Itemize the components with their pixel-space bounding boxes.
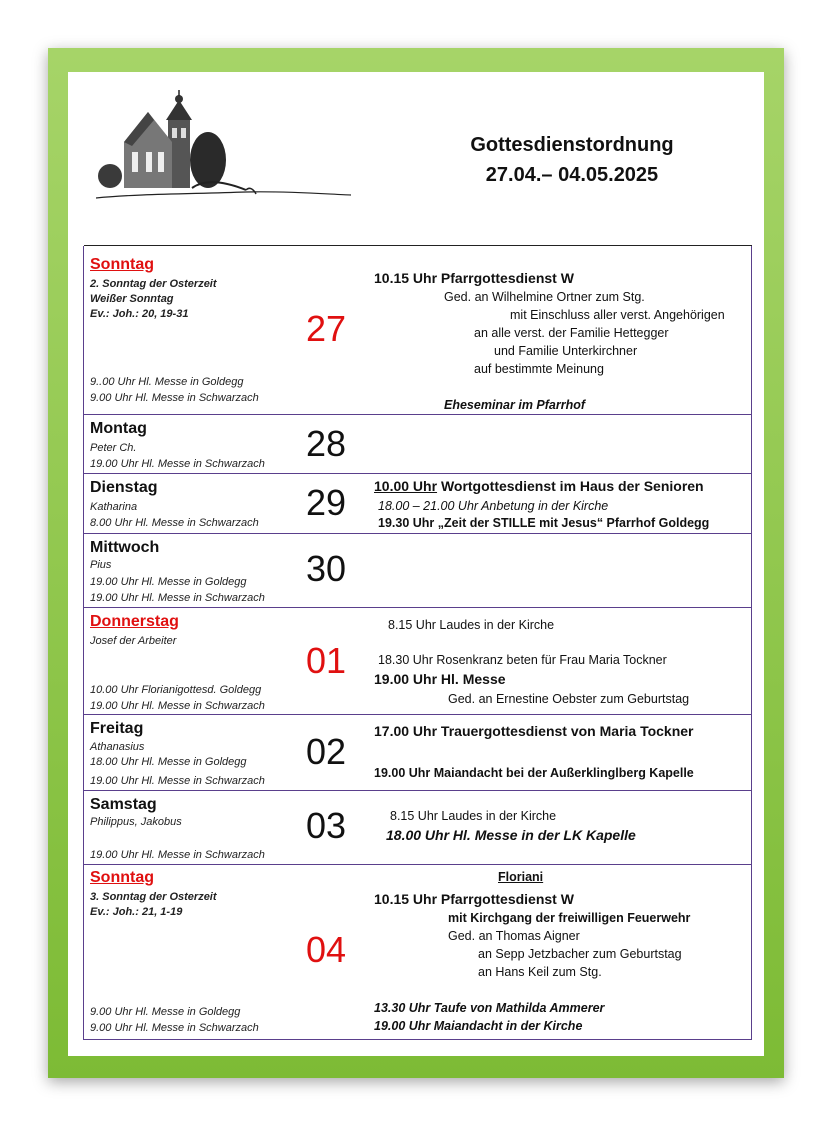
event-line: mit Einschluss aller verst. Angehörigen — [510, 308, 725, 322]
masses-list — [90, 1004, 259, 1036]
event-line: 8.15 Uhr Laudes in der Kirche — [388, 618, 555, 632]
event-time: 10.00 Uhr — [374, 478, 438, 494]
mass-line: 19.00 Uhr Hl. Messe in Schwarzach — [90, 458, 265, 470]
mass-line: 19.00 Uhr Hl. Messe in Schwarzach — [90, 592, 265, 604]
event-line: 8.15 Uhr Laudes in der Kirche — [390, 809, 557, 823]
day-subtitle: Peter Ch. — [90, 442, 137, 454]
day-name: Montag — [90, 420, 147, 437]
day-subtitle: Philippus, Jakobus — [90, 816, 182, 828]
event-line: Ged. an Ernestine Oebster zum Geburtstag — [448, 692, 690, 706]
mass-line: 19.00 Uhr Hl. Messe in Schwarzach — [90, 849, 265, 861]
event-line: 18.00 – 21.00 Uhr Anbetung in der Kirche — [378, 499, 609, 513]
event-line: mit Kirchgang der freiwilligen Feuerwehr — [448, 911, 691, 925]
schedule-row-01 — [84, 607, 751, 714]
day-name: Dienstag — [90, 479, 158, 496]
event-line: Ged. an Thomas Aigner — [448, 929, 580, 943]
day-name: Sonntag — [90, 256, 154, 273]
day-number: 02 — [306, 731, 347, 772]
event-line — [374, 478, 704, 494]
day-number: 03 — [306, 805, 347, 846]
day-subtitle — [90, 277, 217, 322]
event-line: 19.00 Uhr Hl. Messe — [374, 671, 506, 687]
schedule-row-28 — [84, 414, 751, 473]
event-text: Wortgottesdienst im Haus der Senioren — [440, 478, 704, 494]
event-line: 13.30 Uhr Taufe von Mathilda Ammerer — [374, 1001, 605, 1015]
event-line: 17.00 Uhr Trauergottesdienst von Maria Tockner — [374, 723, 694, 739]
mass-line: 10.00 Uhr Florianigottesd. Goldegg — [90, 684, 262, 696]
mass-line: 19.00 Uhr Hl. Messe in Goldegg — [90, 576, 247, 588]
event-line: 19.00 Uhr Maiandacht in der Kirche — [374, 1019, 583, 1033]
day-name: Mittwoch — [90, 539, 160, 556]
subtitle-line: Weißer Sonntag — [90, 293, 174, 305]
day-number: 30 — [306, 548, 347, 589]
schedule-row-30 — [84, 533, 751, 607]
title-block — [420, 130, 724, 190]
mass-line: 19.00 Uhr Hl. Messe in Schwarzach — [90, 700, 265, 712]
day-number: 29 — [306, 482, 347, 523]
event-line: an alle verst. der Familie Hettegger — [474, 326, 669, 340]
mass-line: 9..00 Uhr Hl. Messe in Goldegg — [90, 376, 244, 388]
subtitle-line: 18.00 Uhr Hl. Messe in Goldegg — [90, 756, 247, 768]
day-name: Sonntag — [90, 869, 154, 886]
event-line: 18.00 Uhr Hl. Messe in der LK Kapelle — [386, 827, 636, 843]
church-illustration — [96, 90, 356, 210]
day-number: 04 — [306, 929, 347, 970]
subtitle-line: Ev.: Joh.: 21, 1-19 — [90, 906, 183, 918]
mass-line: 8.00 Uhr Hl. Messe in Schwarzach — [90, 517, 259, 529]
event-line: 19.00 Uhr Maiandacht bei der Außerklinglberg Kapelle — [374, 766, 694, 780]
day-name: Freitag — [90, 720, 144, 737]
event-line: an Sepp Jetzbacher zum Geburtstag — [478, 947, 682, 961]
day-number: 01 — [306, 640, 347, 681]
schedule-row-02 — [84, 714, 751, 790]
day-subtitle — [90, 890, 217, 920]
event-line: auf bestimmte Meinung — [474, 362, 604, 376]
subtitle-line: 2. Sonntag der Osterzeit — [90, 278, 217, 290]
masses-list — [90, 574, 265, 606]
mass-line: 9.00 Uhr Hl. Messe in Goldegg — [90, 1006, 241, 1018]
schedule-row-04 — [84, 864, 751, 1039]
mass-line: 9.00 Uhr Hl. Messe in Schwarzach — [90, 392, 259, 404]
mass-line: 9.00 Uhr Hl. Messe in Schwarzach — [90, 1022, 259, 1034]
schedule-row-03 — [84, 790, 751, 864]
mass-line: 19.00 Uhr Hl. Messe in Schwarzach — [90, 775, 265, 787]
day-subtitle: Pius — [90, 559, 112, 571]
day-number: 27 — [306, 308, 347, 349]
schedule-row-29 — [84, 473, 751, 533]
subtitle-line: 3. Sonntag der Osterzeit — [90, 891, 217, 903]
day-name: Donnerstag — [90, 613, 179, 630]
schedule-row-27 — [84, 246, 751, 414]
event-line: Floriani — [498, 870, 544, 884]
event-line: Ged. an Wilhelmine Ortner zum Stg. — [444, 290, 645, 304]
date-range: 27.04.– 04.05.2025 — [485, 164, 659, 186]
subtitle-line: Athanasius — [90, 741, 145, 753]
event-line: 10.15 Uhr Pfarrgottesdienst W — [374, 891, 574, 907]
subtitle-line: Ev.: Joh.: 20, 19-31 — [90, 308, 189, 320]
schedule-table — [83, 246, 752, 1040]
event-line: an Hans Keil zum Stg. — [478, 965, 602, 979]
page-title: Gottesdienstordnung — [470, 134, 674, 156]
masses-list — [90, 374, 259, 406]
event-line: 10.15 Uhr Pfarrgottesdienst W — [374, 270, 574, 286]
day-subtitle: Josef der Arbeiter — [90, 635, 177, 647]
day-name: Samstag — [90, 796, 157, 813]
masses-list — [90, 682, 265, 714]
day-number: 28 — [306, 423, 347, 464]
day-subtitle — [90, 740, 247, 770]
day-subtitle: Katharina — [90, 501, 138, 513]
event-line: 18.30 Uhr Rosenkranz beten für Frau Maria Tockner — [378, 653, 667, 667]
event-line: 19.30 Uhr „Zeit der STILLE mit Jesus“ Pfarrhof Goldegg — [378, 516, 710, 530]
event-line: Eheseminar im Pfarrhof — [444, 398, 586, 412]
event-line: und Familie Unterkirchner — [494, 344, 638, 358]
